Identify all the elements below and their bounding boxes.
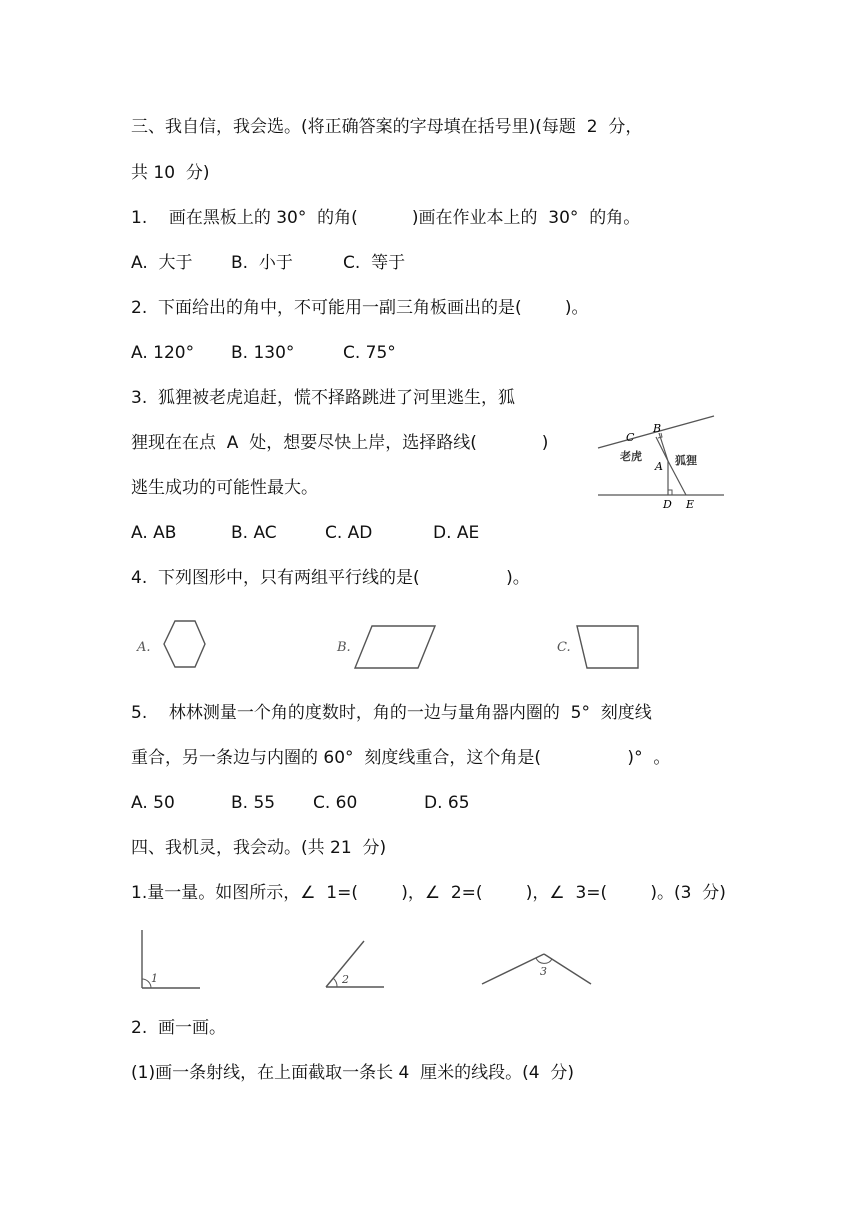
q5-option-d: D. 65	[424, 793, 470, 813]
q4-label-a: A.	[137, 640, 151, 655]
q5-option-a: A. 50	[131, 793, 175, 813]
parallelogram-shape	[355, 626, 435, 668]
angle-1-label: 1	[151, 972, 158, 985]
q3-option-c: C. AD	[325, 523, 373, 543]
q2-option-c: C. 75°	[343, 343, 396, 363]
q1-option-a: A. 大于	[131, 253, 193, 273]
s4-q1-stem: 1.量一量。如图所示，∠ 1=( )，∠ 2=( )，∠ 3=( )。(3 分)	[131, 883, 726, 903]
q1-option-b: B. 小于	[231, 253, 293, 273]
q3-line3: 逃生成功的可能性最大。	[131, 478, 318, 498]
q4-shape-c	[555, 618, 655, 674]
q1-option-c: C. 等于	[343, 253, 406, 273]
label-fox: 狐狸	[675, 454, 697, 467]
q2-option-a: A. 120°	[131, 343, 195, 363]
angle-1-arc	[142, 979, 151, 988]
angle-3-right-ray	[544, 954, 591, 984]
s4-q2-sub1: (1)画一条射线，在上面截取一条长 4 厘米的线段。(4 分)	[131, 1063, 574, 1083]
label-e: E	[686, 498, 695, 511]
angle-3-label: 3	[540, 965, 547, 978]
q5-option-c: C. 60	[313, 793, 358, 813]
q4-shape-a	[135, 618, 215, 674]
angle-3-left-ray	[482, 954, 544, 984]
angle-3-figure	[480, 948, 594, 988]
trapezoid-shape	[577, 626, 638, 668]
q4-stem: 4. 下列图形中，只有两组平行线的是( )。	[131, 568, 530, 588]
q4-shape-b	[335, 618, 445, 674]
label-d: D	[663, 498, 672, 511]
angle-1-figure	[138, 928, 204, 992]
q4-label-b: B.	[337, 640, 351, 655]
q1-stem: 1. 画在黑板上的 30° 的角( )画在作业本上的 30° 的角。	[131, 208, 641, 228]
label-c: C	[626, 431, 635, 444]
angle-2-figure	[322, 938, 388, 992]
q3-river-figure	[596, 414, 728, 514]
angle-2-label: 2	[342, 973, 349, 986]
section3-heading-line2: 共 10 分)	[131, 163, 210, 183]
q3-option-b: B. AC	[231, 523, 277, 543]
q3-line2: 狸现在在点 A 处，想要尽快上岸，选择路线( )	[131, 433, 549, 453]
q4-label-c: C.	[557, 640, 571, 655]
section3-heading-line1: 三、我自信，我会选。(将正确答案的字母填在括号里)(每题 2 分，	[131, 117, 643, 137]
q3-option-d: D. AE	[433, 523, 480, 543]
q3-line1: 3. 狐狸被老虎追赶，慌不择路跳进了河里逃生，狐	[131, 388, 516, 408]
angle-2-arc	[333, 978, 337, 987]
label-b: B	[653, 422, 662, 435]
q5-line1: 5. 林林测量一个角的度数时，角的一边与量角器内圈的 5° 刻度线	[131, 703, 652, 723]
label-tiger: 老虎	[620, 450, 642, 463]
q5-line2: 重合，另一条边与内圈的 60° 刻度线重合，这个角是( )° 。	[131, 748, 671, 768]
q2-stem: 2. 下面给出的角中，不可能用一副三角板画出的是( )。	[131, 298, 589, 318]
hexagon-shape	[164, 621, 205, 667]
q5-option-b: B. 55	[231, 793, 276, 813]
s4-q2-title: 2. 画一画。	[131, 1018, 227, 1038]
angle-3-arc	[536, 958, 552, 963]
q2-option-b: B. 130°	[231, 343, 295, 363]
q3-option-a: A. AB	[131, 523, 177, 543]
section4-heading: 四、我机灵，我会动。(共 21 分)	[131, 838, 387, 858]
label-a: A	[655, 460, 663, 473]
